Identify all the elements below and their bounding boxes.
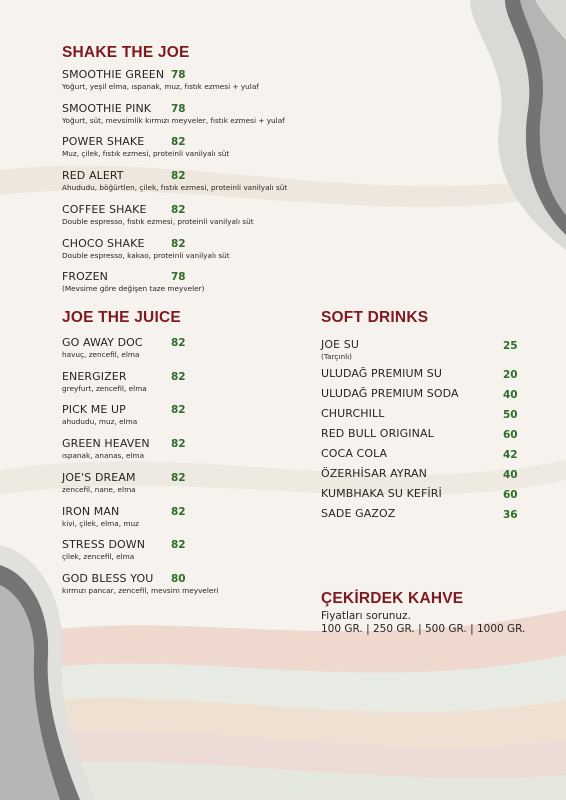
menu-item bbox=[62, 68, 259, 91]
item-price: 40 bbox=[503, 389, 518, 401]
menu-item bbox=[62, 403, 137, 426]
item-name: CHOCO SHAKE bbox=[62, 236, 145, 250]
item-name: STRESS DOWN bbox=[62, 538, 146, 552]
item-price: 25 bbox=[503, 340, 518, 352]
item-description: Yoğurt, yeşil elma, ıspanak, muz, fıstık ezmesi + yulaf bbox=[62, 82, 259, 91]
item-description: (Tarçınlı) bbox=[321, 352, 352, 361]
item-price: 82 bbox=[171, 337, 186, 349]
item-name: ULUDAĞ PREMIUM SU bbox=[321, 367, 443, 380]
item-name: JOE SU bbox=[321, 338, 359, 351]
item-price: 78 bbox=[171, 69, 186, 81]
item-price: 78 bbox=[171, 102, 186, 115]
item-description: kivi, çilek, elma, muz bbox=[62, 518, 139, 528]
item-price: 36 bbox=[503, 509, 518, 521]
item-price: 82 bbox=[171, 136, 186, 149]
item-price: 82 bbox=[171, 539, 186, 552]
menu-item bbox=[62, 370, 147, 393]
menu-item bbox=[62, 505, 139, 528]
item-price: 50 bbox=[503, 409, 518, 421]
item-price: 42 bbox=[503, 449, 518, 461]
item-name: KUMBHAKA SU KEFİRİ bbox=[321, 487, 442, 500]
item-description: (Mevsime göre değişen taze meyveler) bbox=[62, 284, 205, 294]
menu-item bbox=[62, 203, 254, 226]
menu-item bbox=[62, 135, 229, 158]
item-description: zencefil, nane, elma bbox=[62, 484, 136, 494]
item-description: Ahududu, böğürtlen, çilek, fıstık ezmesi, proteinli vanilyalı süt bbox=[62, 183, 288, 193]
menu-item bbox=[62, 538, 145, 561]
section-title-juice: JOE THE JUICE bbox=[62, 309, 181, 326]
item-name: POWER SHAKE bbox=[62, 135, 145, 149]
item-price: 60 bbox=[503, 429, 518, 441]
item-price: 82 bbox=[171, 471, 186, 484]
item-price: 82 bbox=[171, 404, 186, 417]
item-description: Muz, çilek, fıstık ezmesi, proteinli vanilyalı süt bbox=[62, 149, 230, 159]
menu-item bbox=[321, 407, 384, 420]
menu-item bbox=[62, 336, 143, 359]
menu-item bbox=[62, 237, 230, 260]
item-name: RED BULL ORIGINAL bbox=[321, 427, 434, 440]
item-price: 60 bbox=[503, 489, 518, 501]
coffee-price-note: Fiyatları sorunuz. bbox=[321, 610, 411, 622]
item-name: JOE'S DREAM bbox=[62, 470, 136, 484]
item-description: havuç, zencefil, elma bbox=[62, 350, 140, 359]
item-price: 82 bbox=[171, 203, 186, 216]
menu-item bbox=[321, 487, 442, 500]
section-title-shake: SHAKE THE JOE bbox=[62, 44, 190, 61]
item-name: IRON MAN bbox=[62, 504, 120, 518]
item-name: COCA COLA bbox=[321, 447, 388, 460]
section-title-coffee: ÇEKİRDEK KAHVE bbox=[321, 590, 464, 607]
coffee-weights: 100 GR. | 250 GR. | 500 GR. | 1000 GR. bbox=[321, 623, 526, 635]
menu-item bbox=[321, 507, 395, 520]
menu-item bbox=[321, 467, 427, 480]
item-name: ENERGIZER bbox=[62, 369, 127, 383]
menu-item bbox=[321, 447, 387, 460]
item-name: RED ALERT bbox=[62, 169, 124, 183]
menu-item bbox=[62, 572, 218, 595]
item-description: ahududu, muz, elma bbox=[62, 417, 138, 427]
menu-item bbox=[321, 338, 359, 361]
item-price: 82 bbox=[171, 505, 186, 518]
menu-item bbox=[321, 367, 442, 380]
item-price: 40 bbox=[503, 469, 518, 481]
menu-item bbox=[62, 437, 150, 460]
item-description: Yoğurt, süt, mevsimlik kırmızı meyveler, fıstık ezmesi + yulaf bbox=[62, 115, 285, 125]
item-price: 82 bbox=[171, 438, 186, 451]
item-description: Double espresso, fıstık ezmesi, proteinli vanilyalı süt bbox=[62, 216, 254, 226]
item-price: 80 bbox=[171, 572, 186, 585]
item-price: 82 bbox=[171, 370, 186, 383]
item-name: SMOOTHIE GREEN bbox=[62, 68, 165, 81]
menu-item bbox=[62, 471, 136, 494]
item-name: SMOOTHIE PINK bbox=[62, 101, 152, 115]
item-name: GOD BLESS YOU bbox=[62, 571, 154, 585]
menu-item bbox=[321, 427, 434, 440]
item-price: 82 bbox=[171, 170, 186, 183]
item-description: Double espresso, kakao, proteinli vanilyalı süt bbox=[62, 250, 230, 260]
item-name: SADE GAZOZ bbox=[321, 507, 396, 520]
item-name: PICK ME UP bbox=[62, 403, 126, 417]
section-title-soft-drinks: SOFT DRINKS bbox=[321, 309, 429, 326]
item-description: kırmızı pancar, zencefil, mevsim meyveleri bbox=[62, 585, 219, 595]
item-description: ıspanak, ananas, elma bbox=[62, 451, 145, 461]
item-name: ULUDAĞ PREMIUM SODA bbox=[321, 387, 459, 400]
item-price: 82 bbox=[171, 237, 186, 250]
item-description: çilek, zencefil, elma bbox=[62, 552, 135, 562]
menu-item bbox=[321, 387, 459, 400]
item-name: ÖZERHİSAR AYRAN bbox=[321, 467, 427, 480]
item-name: FROZEN bbox=[62, 270, 108, 284]
item-name: GO AWAY DOC bbox=[62, 336, 143, 349]
item-name: CHURCHILL bbox=[321, 407, 385, 420]
item-name: COFFEE SHAKE bbox=[62, 202, 147, 216]
item-price: 78 bbox=[171, 271, 186, 284]
item-name: GREEN HEAVEN bbox=[62, 437, 150, 451]
item-description: greyfurt, zencefil, elma bbox=[62, 383, 147, 393]
item-price: 20 bbox=[503, 369, 518, 381]
